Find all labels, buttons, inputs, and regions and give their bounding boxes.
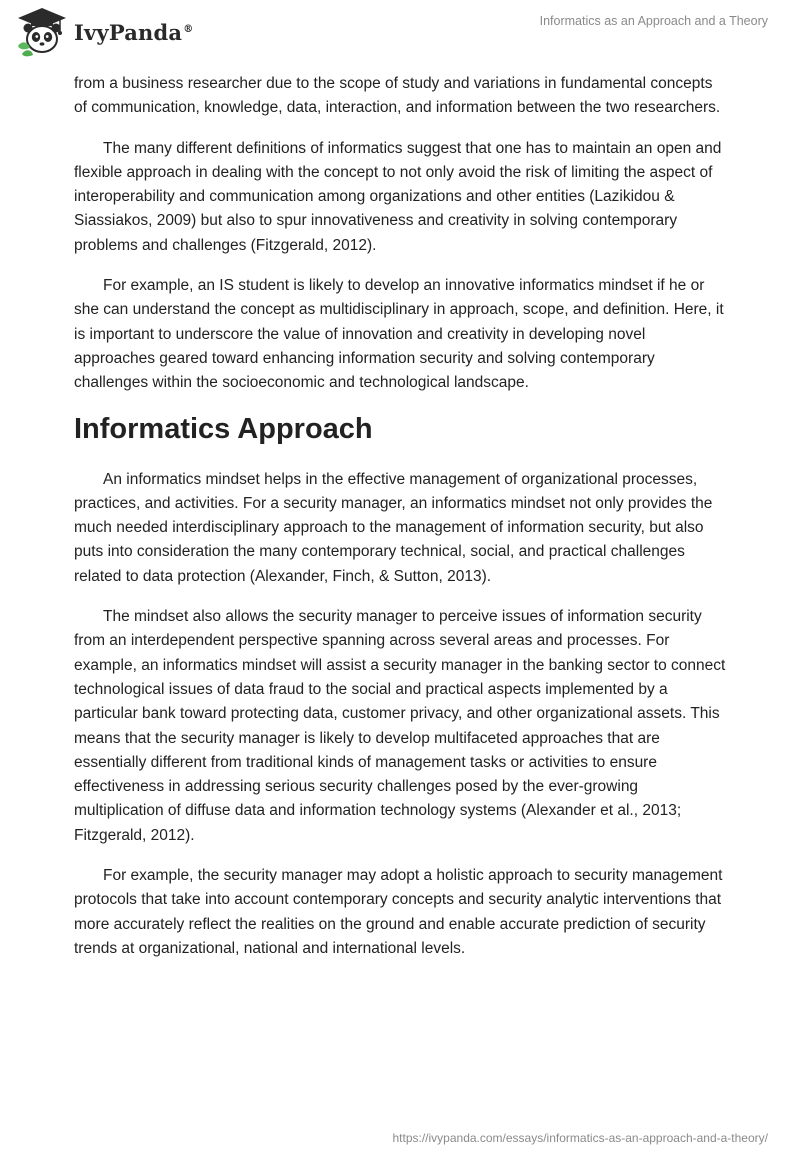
document-title: Informatics as an Approach and a Theory (539, 14, 768, 28)
essay-body (74, 72, 728, 977)
ivypanda-logo[interactable] (14, 6, 193, 58)
paragraph: from a business researcher due to the scope of study and variations in fundamental concepts of communication, knowledge, data, interaction, and information between the two researchers. (74, 75, 721, 117)
section-heading: Informatics Approach (74, 412, 373, 445)
panda-graduation-icon (14, 6, 70, 58)
page-header (0, 0, 800, 64)
paragraph: An informatics mindset helps in the effective management of organizational processes, practices, and activities. For a security manager, an informatics mindset not only provides the much needed interdisciplinary approach to the management of information security, but also puts into consideration the many contemporary technical, social, and practical challenges related to data protection (Alexander, Finch, & Sutton, 2013). (74, 470, 713, 585)
paragraph: For example, the security manager may adopt a holistic approach to security management protocols that take into account contemporary concepts and security analytic interventions that more accurately reflect the realities on the ground and enable accurate prediction of security trends at organizational, national and international levels. (74, 867, 723, 957)
paragraph: The mindset also allows the security manager to perceive issues of information security from an interdependent perspective spanning across several areas and processes. For example, an informatics mindset will assist a security manager in the banking sector to connect technological issues of data fraud to the social and practical aspects implemented by a particular bank toward protecting data, customer privacy, and other organizational assets. This means that the security manager is likely to develop multifaceted approaches that are essentially different from traditional kinds of management tasks or activities to ensure effectiveness in addressing serious security challenges posed by the ever-growing multiplication of diffuse data and information technology systems (Alexander et al., 2013; Fitzgerald, 2012). (74, 608, 726, 844)
paragraph: For example, an IS student is likely to develop an innovative informatics mindset if he or she can understand the concept as multidisciplinary in approach, scope, and definition. Here, it is important to underscore the value of innovation and creativity in developing novel approaches geared toward enhancing information security and solving contemporary challenges within the socioeconomic and technological landscape. (74, 277, 724, 392)
paragraph: The many different definitions of informatics suggest that one has to maintain an open and flexible approach in dealing with the concept to not only avoid the risk of limiting the aspect of interoperability and communication among organizations and other entities (Lazikidou & Siassiakos, 2009) but also to spur innovativeness and creativity in solving contemporary problems and challenges (Fitzgerald, 2012). (74, 139, 722, 254)
source-url[interactable]: https://ivypanda.com/essays/informatics-as-an-approach-and-a-theory/ (392, 1131, 768, 1145)
logo-text: IvyPanda® (74, 19, 194, 45)
